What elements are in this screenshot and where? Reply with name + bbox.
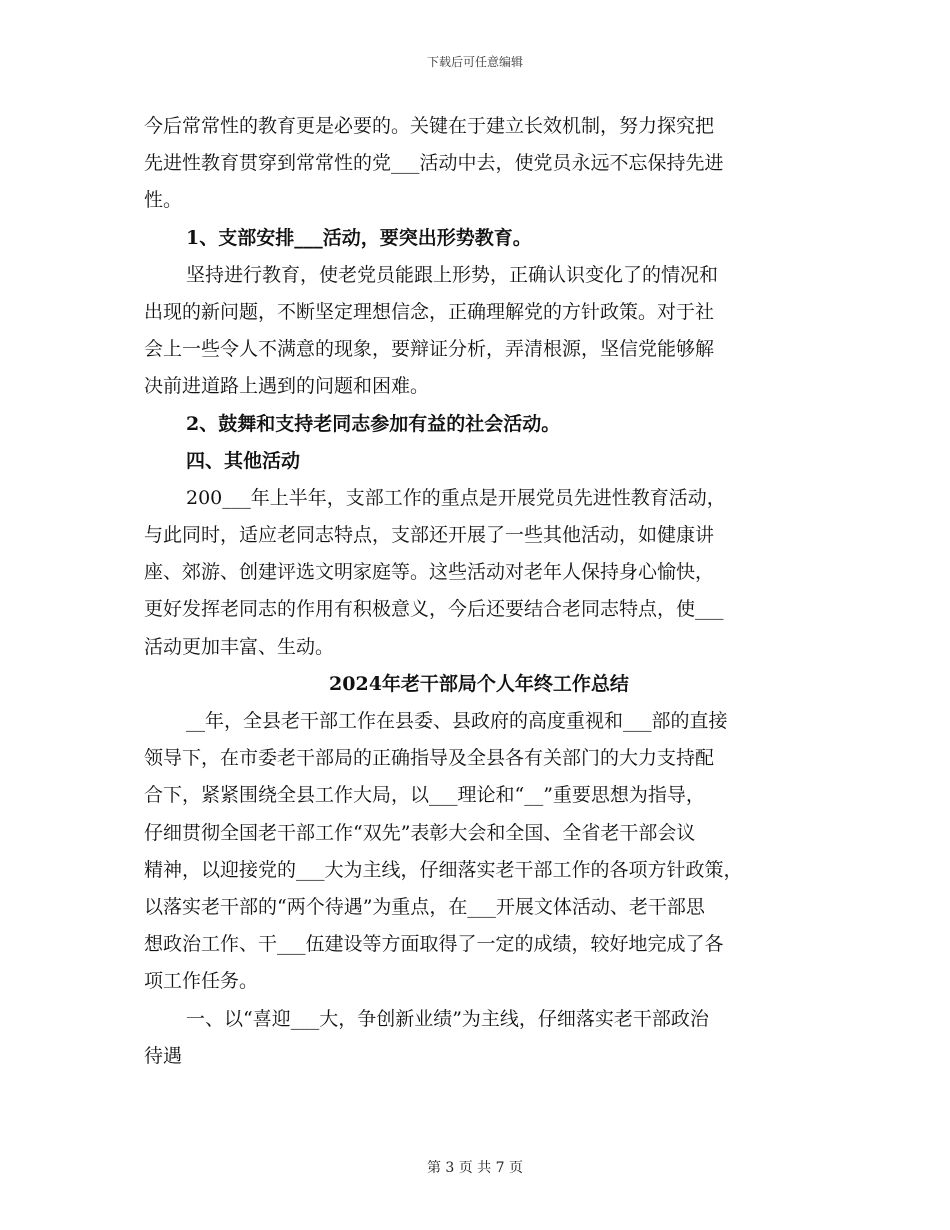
- text-line: 更好发挥老同志的作用有积极意义，今后还要结合老同志特点，使___: [144, 598, 724, 621]
- text-line: 性。: [144, 189, 183, 212]
- text-line: 合下，紧紧围绕全县工作大局，以___理论和“__”重要思想为指导，: [144, 784, 705, 807]
- text-line: 座、郊游、创建评选文明家庭等。这些活动对老年人保持身心愉快，: [144, 561, 715, 584]
- page-footer: 第 3 页 共 7 页: [426, 1160, 524, 1176]
- text-line: 出现的新问题，不断坚定理想信念，正确理解党的方针政策。对于社: [144, 300, 715, 323]
- text-line: 先进性教育贯穿到常常性的党___活动中去，使党员永远不忘保持先进: [144, 152, 724, 175]
- document-body: [144, 108, 814, 1075]
- text-line: 一、以“喜迎___大，争创新业绩”为主线，仔细落实老干部政治: [186, 1007, 709, 1030]
- text-line: 与此同时，适应老同志特点，支部还开展了一些其他活动，如健康讲: [144, 524, 715, 547]
- text-line: 想政治工作、干___伍建设等方面取得了一定的成绩，较好地完成了各: [144, 933, 724, 956]
- text-line: 2、鼓舞和支持老同志参加有益的社会活动。: [186, 412, 561, 435]
- text-line: 仔细贯彻全国老干部工作“双先”表彰大会和全国、全省老干部会议: [144, 821, 696, 844]
- text-line: 领导下，在市委老干部局的正确指导及全县各有关部门的大力支持配: [144, 747, 715, 770]
- text-line: 会上一些令人不满意的现象，要辩证分析，弄清根源，坚信党能够解: [144, 338, 715, 361]
- text-line: 项工作任务。: [144, 970, 259, 993]
- text-line: 今后常常性的教育更是必要的。关键在于建立长效机制，努力探究把: [144, 115, 715, 137]
- text-line: 坚持进行教育，使老党员能跟上形势，正确认识变化了的情况和: [186, 263, 719, 286]
- document-title: 2024年老干部局个人年终工作总结: [329, 672, 629, 695]
- text-line: 活动更加丰富、生动。: [144, 635, 335, 658]
- text-line: 决前进道路上遇到的问题和困难。: [144, 375, 430, 398]
- text-line: 200___年上半年，支部工作的重点是开展党员先进性教育活动，: [186, 486, 726, 509]
- text-line: 待遇: [144, 1044, 183, 1067]
- text-line: 1、支部安排___活动，要突出形势教育。: [186, 226, 532, 249]
- text-line: 以落实老干部的“两个待遇”为重点，在___开展文体活动、老干部思: [144, 895, 705, 918]
- page-header: 下载后可任意编辑: [426, 55, 523, 69]
- text-line: 精神，以迎接党的___大为主线，仔细落实老干部工作的各项方针政策，: [144, 858, 743, 881]
- text-line: 四、其他活动: [186, 449, 301, 472]
- text-line: __年，全县老干部工作在县委、县政府的高度重视和___部的直接: [186, 710, 728, 732]
